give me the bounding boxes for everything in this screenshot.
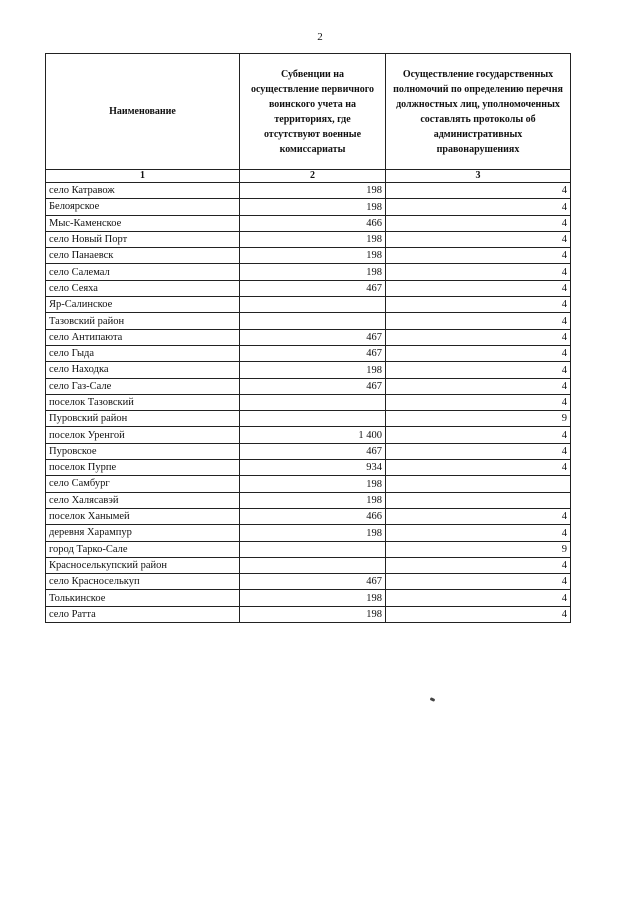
row-admin-powers: 4 xyxy=(386,574,571,590)
row-admin-powers: 9 xyxy=(386,411,571,427)
row-military-subvention: 467 xyxy=(240,329,386,345)
table-row xyxy=(46,199,571,215)
row-admin-powers: 4 xyxy=(386,606,571,622)
row-military-subvention: 1 400 xyxy=(240,427,386,443)
column-number: 2 xyxy=(240,170,386,183)
table-row xyxy=(46,590,571,606)
row-military-subvention: 466 xyxy=(240,215,386,231)
table-row xyxy=(46,362,571,378)
row-military-subvention: 467 xyxy=(240,345,386,361)
table-row xyxy=(46,248,571,264)
row-name: село Ратта xyxy=(46,606,240,622)
table-row xyxy=(46,378,571,394)
row-admin-powers: 4 xyxy=(386,231,571,247)
row-name: село Газ-Сале xyxy=(46,378,240,394)
table-row xyxy=(46,215,571,231)
row-military-subvention xyxy=(240,557,386,573)
row-military-subvention: 467 xyxy=(240,280,386,296)
row-admin-powers: 4 xyxy=(386,590,571,606)
row-military-subvention: 198 xyxy=(240,476,386,492)
subvention-table xyxy=(45,53,571,623)
row-name: село Антипаюта xyxy=(46,329,240,345)
row-admin-powers: 4 xyxy=(386,199,571,215)
row-name: село Халясавэй xyxy=(46,492,240,508)
table-row xyxy=(46,476,571,492)
row-military-subvention: 198 xyxy=(240,606,386,622)
row-admin-powers: 4 xyxy=(386,427,571,443)
row-name: поселок Ханымей xyxy=(46,508,240,524)
table-row xyxy=(46,264,571,280)
row-admin-powers: 4 xyxy=(386,557,571,573)
table-row xyxy=(46,394,571,410)
row-name: село Катравож xyxy=(46,183,240,199)
table-row xyxy=(46,443,571,459)
row-military-subvention: 198 xyxy=(240,590,386,606)
row-admin-powers: 4 xyxy=(386,248,571,264)
scan-speck xyxy=(430,697,436,702)
row-name: Яр-Салинское xyxy=(46,297,240,313)
page-number: 2 xyxy=(317,31,323,43)
row-admin-powers: 4 xyxy=(386,508,571,524)
table-row xyxy=(46,541,571,557)
row-admin-powers xyxy=(386,492,571,508)
table-row xyxy=(46,508,571,524)
row-military-subvention: 198 xyxy=(240,248,386,264)
row-name: село Находка xyxy=(46,362,240,378)
header-name: Наименование xyxy=(46,54,240,170)
table-row xyxy=(46,427,571,443)
row-name: село Гыда xyxy=(46,345,240,361)
row-name: село Новый Порт xyxy=(46,231,240,247)
table-row xyxy=(46,460,571,476)
row-name: город Тарко-Сале xyxy=(46,541,240,557)
row-name: село Самбург xyxy=(46,476,240,492)
row-name: деревня Харампур xyxy=(46,525,240,541)
row-admin-powers: 4 xyxy=(386,264,571,280)
row-name: Толькинское xyxy=(46,590,240,606)
row-admin-powers xyxy=(386,476,571,492)
row-admin-powers: 4 xyxy=(386,313,571,329)
row-name: поселок Уренгой xyxy=(46,427,240,443)
row-name: Пуровский район xyxy=(46,411,240,427)
row-military-subvention xyxy=(240,394,386,410)
row-military-subvention: 198 xyxy=(240,183,386,199)
row-name: село Сеяха xyxy=(46,280,240,296)
row-military-subvention xyxy=(240,297,386,313)
row-name: Пуровское xyxy=(46,443,240,459)
row-admin-powers: 4 xyxy=(386,329,571,345)
table-row xyxy=(46,280,571,296)
row-military-subvention: 467 xyxy=(240,574,386,590)
table-body xyxy=(46,183,571,623)
row-military-subvention: 466 xyxy=(240,508,386,524)
table-row xyxy=(46,313,571,329)
table-row xyxy=(46,557,571,573)
column-number-row xyxy=(46,170,571,183)
row-military-subvention xyxy=(240,411,386,427)
header-admin-powers: Осуществление государственных полномочий по определению перечня должностных лиц, уполномоченных составлять протоколы об административных правонарушениях xyxy=(386,54,571,170)
table-row xyxy=(46,411,571,427)
row-name: поселок Тазовский xyxy=(46,394,240,410)
row-military-subvention: 198 xyxy=(240,264,386,280)
row-admin-powers: 4 xyxy=(386,362,571,378)
row-name: село Красноселькуп xyxy=(46,574,240,590)
table-row xyxy=(46,329,571,345)
row-military-subvention: 934 xyxy=(240,460,386,476)
row-military-subvention: 198 xyxy=(240,199,386,215)
row-name: поселок Пурпе xyxy=(46,460,240,476)
row-admin-powers: 4 xyxy=(386,394,571,410)
row-military-subvention: 198 xyxy=(240,525,386,541)
row-military-subvention xyxy=(240,541,386,557)
row-admin-powers: 4 xyxy=(386,280,571,296)
row-admin-powers: 4 xyxy=(386,345,571,361)
table-row xyxy=(46,231,571,247)
row-name: Красноселькупский район xyxy=(46,557,240,573)
row-admin-powers: 4 xyxy=(386,525,571,541)
row-admin-powers: 4 xyxy=(386,460,571,476)
table-row xyxy=(46,345,571,361)
row-military-subvention: 467 xyxy=(240,378,386,394)
row-admin-powers: 4 xyxy=(386,443,571,459)
row-admin-powers: 4 xyxy=(386,183,571,199)
table-row xyxy=(46,183,571,199)
row-name: Мыс-Каменское xyxy=(46,215,240,231)
column-number: 3 xyxy=(386,170,571,183)
row-name: Тазовский район xyxy=(46,313,240,329)
table-row xyxy=(46,297,571,313)
table-row xyxy=(46,606,571,622)
table-header-row xyxy=(46,54,571,170)
row-name: село Салемал xyxy=(46,264,240,280)
row-admin-powers: 4 xyxy=(386,378,571,394)
row-admin-powers: 9 xyxy=(386,541,571,557)
row-name: село Панаевск xyxy=(46,248,240,264)
row-military-subvention: 198 xyxy=(240,362,386,378)
row-military-subvention: 198 xyxy=(240,231,386,247)
row-admin-powers: 4 xyxy=(386,215,571,231)
table-row xyxy=(46,574,571,590)
table-row xyxy=(46,492,571,508)
row-admin-powers: 4 xyxy=(386,297,571,313)
row-military-subvention xyxy=(240,313,386,329)
column-number: 1 xyxy=(46,170,240,183)
row-name: Белоярское xyxy=(46,199,240,215)
header-military-subvention: Субвенции на осуществление первичного воинского учета на территориях, где отсутствуют военные комиссариаты xyxy=(240,54,386,170)
table-row xyxy=(46,525,571,541)
row-military-subvention: 198 xyxy=(240,492,386,508)
row-military-subvention: 467 xyxy=(240,443,386,459)
